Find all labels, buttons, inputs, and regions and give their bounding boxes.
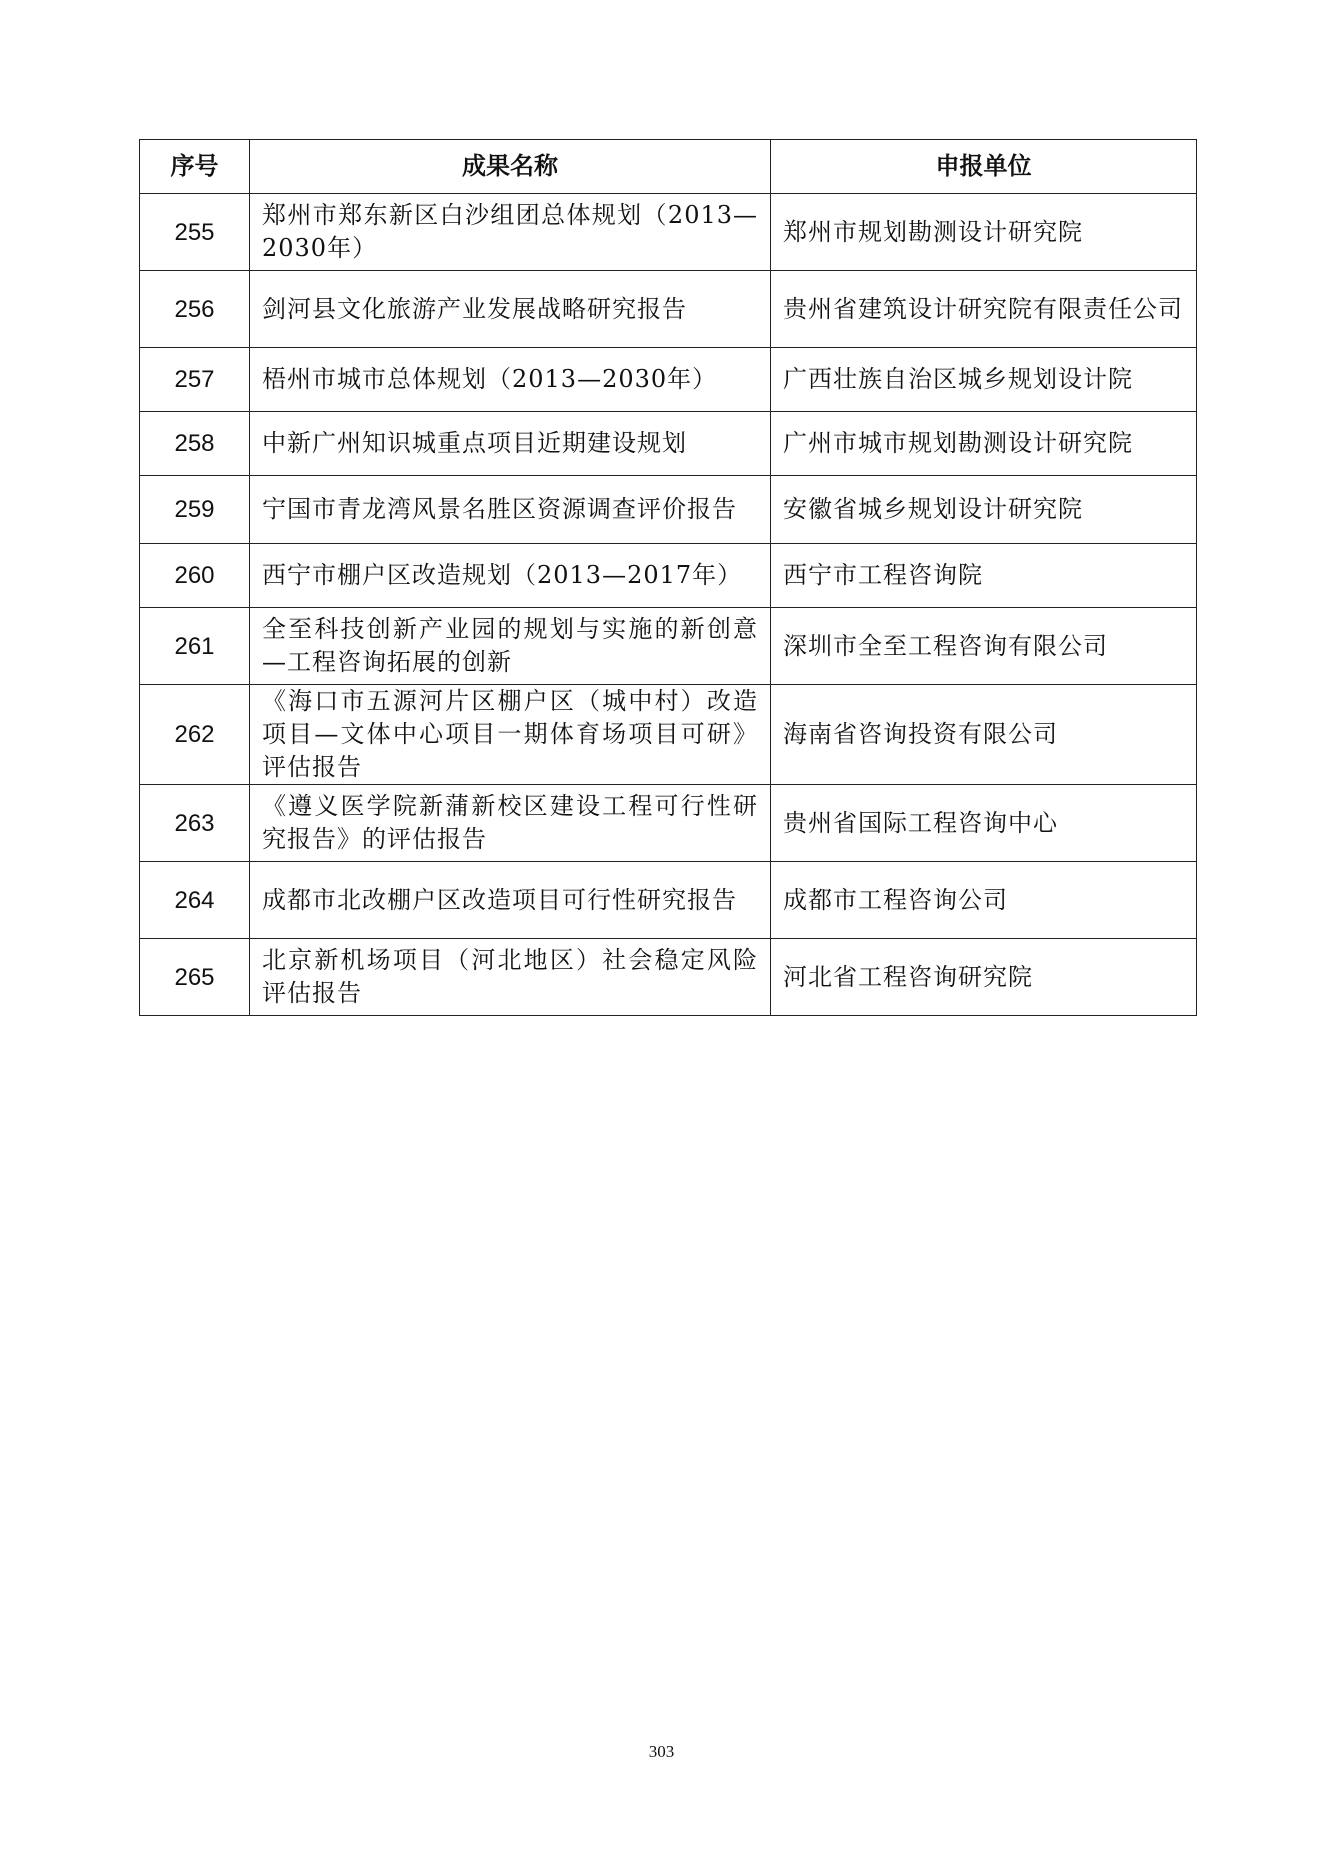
cell-result-name: 郑州市郑东新区白沙组团总体规划（2013—2030年）	[250, 194, 771, 271]
table-row	[140, 785, 1197, 862]
cell-serial-number: 255	[140, 194, 250, 271]
table-row	[140, 412, 1197, 476]
cell-applicant-unit: 河北省工程咨询研究院	[771, 939, 1197, 1016]
header-applicant-unit: 申报单位	[771, 140, 1197, 194]
cell-applicant-unit: 广州市城市规划勘测设计研究院	[771, 412, 1197, 476]
table-row	[140, 939, 1197, 1016]
table-row	[140, 194, 1197, 271]
cell-serial-number: 262	[140, 685, 250, 785]
table-row	[140, 862, 1197, 939]
page-number: 303	[648, 1742, 675, 1761]
cell-result-name: 西宁市棚户区改造规划（2013—2017年）	[250, 544, 771, 608]
cell-applicant-unit: 深圳市全至工程咨询有限公司	[771, 608, 1197, 685]
header-serial-number: 序号	[140, 140, 250, 194]
cell-serial-number: 257	[140, 348, 250, 412]
cell-result-name: 北京新机场项目（河北地区）社会稳定风险评估报告	[250, 939, 771, 1016]
cell-applicant-unit: 安徽省城乡规划设计研究院	[771, 476, 1197, 544]
cell-serial-number: 260	[140, 544, 250, 608]
table-row	[140, 685, 1197, 785]
cell-applicant-unit: 成都市工程咨询公司	[771, 862, 1197, 939]
cell-applicant-unit: 郑州市规划勘测设计研究院	[771, 194, 1197, 271]
cell-serial-number: 263	[140, 785, 250, 862]
table-row	[140, 348, 1197, 412]
cell-applicant-unit: 贵州省建筑设计研究院有限责任公司	[771, 271, 1197, 348]
table-row	[140, 544, 1197, 608]
table-row	[140, 608, 1197, 685]
cell-serial-number: 258	[140, 412, 250, 476]
cell-serial-number: 256	[140, 271, 250, 348]
cell-result-name: 梧州市城市总体规划（2013—2030年）	[250, 348, 771, 412]
cell-result-name: 成都市北改棚户区改造项目可行性研究报告	[250, 862, 771, 939]
cell-result-name: 剑河县文化旅游产业发展战略研究报告	[250, 271, 771, 348]
cell-serial-number: 261	[140, 608, 250, 685]
cell-applicant-unit: 海南省咨询投资有限公司	[771, 685, 1197, 785]
cell-serial-number: 265	[140, 939, 250, 1016]
cell-serial-number: 264	[140, 862, 250, 939]
cell-result-name: 宁国市青龙湾风景名胜区资源调查评价报告	[250, 476, 771, 544]
cell-result-name: 全至科技创新产业园的规划与实施的新创意—工程咨询拓展的创新	[250, 608, 771, 685]
cell-serial-number: 259	[140, 476, 250, 544]
table-row	[140, 271, 1197, 348]
header-result-name: 成果名称	[250, 140, 771, 194]
cell-applicant-unit: 广西壮族自治区城乡规划设计院	[771, 348, 1197, 412]
cell-applicant-unit: 西宁市工程咨询院	[771, 544, 1197, 608]
results-table	[139, 139, 1197, 1016]
cell-result-name: 《海口市五源河片区棚户区（城中村）改造项目—文体中心项目一期体育场项目可研》评估报告	[250, 685, 771, 785]
cell-applicant-unit: 贵州省国际工程咨询中心	[771, 785, 1197, 862]
cell-result-name: 中新广州知识城重点项目近期建设规划	[250, 412, 771, 476]
table-header-row	[140, 140, 1197, 194]
table-row	[140, 476, 1197, 544]
cell-result-name: 《遵义医学院新蒲新校区建设工程可行性研究报告》的评估报告	[250, 785, 771, 862]
